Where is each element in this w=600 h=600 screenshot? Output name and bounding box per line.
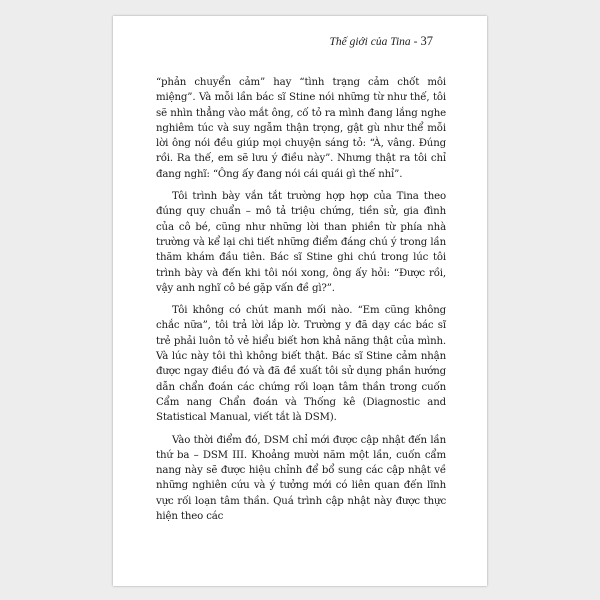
page-number: 37 [420, 34, 433, 48]
running-header-separator: - [413, 36, 418, 48]
running-header [329, 34, 433, 49]
paragraph-2: Tôi trình bày vắn tắt trường hợp hợp của Tina theo đúng quy chuẩn – mô tả triệu chứng, tiền sử, gia đình của cô bé, cũng như những lời than phiền từ phía nhà trường và kể lại chi tiết những điểm đáng chú ý trong lần thăm khám đầu tiên. Bác sĩ Stine ghi chú trong lúc tôi trình bày và đến khi tôi nói xong, ông ấy hỏi: “Được rồi, vậy anh nghĩ cô bé gặp vấn đề gì?”. [156, 191, 446, 294]
running-header-title: Thế giới của Tina [329, 36, 411, 48]
body-text [156, 75, 446, 531]
book-page [113, 16, 487, 586]
paragraph-1: “phản chuyển cảm” hay “tình trạng cảm chốt môi miệng”. Và mỗi lần bác sĩ Stine nói những từ như thế, tôi sẽ nhìn thẳng vào mắt ông, cố tỏ ra mình đang lắng nghe nghiêm túc và suy ngẫm thận trọng, gật gù như thể mỗi lời ông nói đều giúp mọi chuyện sáng tỏ: “À, vâng. Đúng rồi. Ra thế, em sẽ lưu ý điều này”. Nhưng thật ra tôi chỉ đang nghĩ: “Ông ấy đang nói cái quái gì thế nhỉ”. [156, 77, 446, 180]
paragraph-4: Vào thời điểm đó, DSM chỉ mới được cập nhật đến lần thứ ba – DSM III. Khoảng mười năm một lần, cuốn cẩm nang này sẽ được hiệu chỉnh để bổ sung các cập nhật về những nghiên cứu và ý tưởng mới có liên quan đến lĩnh vực rối loạn tâm thần. Quá trình cập nhật này được thực hiện theo các [156, 434, 446, 523]
paragraph-3: Tôi không có chút manh mối nào. “Em cũng không chắc nữa”, tôi trả lời lắp lờ. Trường y đã dạy các bác sĩ trẻ phải luôn tỏ vẻ hiểu biết hơn khả năng thật của mình. Và lúc này tôi thì không biết thật. Bác sĩ Stine cảm nhận được ngay điều đó và đã đề xuất tôi sử dụng phần hướng dẫn chẩn đoán các chứng rối loạn tâm thần trong cuốn Cẩm nang Chẩn đoán và Thống kê (Diagnostic and Statistical Manual, viết tắt là DSM). [156, 305, 446, 424]
